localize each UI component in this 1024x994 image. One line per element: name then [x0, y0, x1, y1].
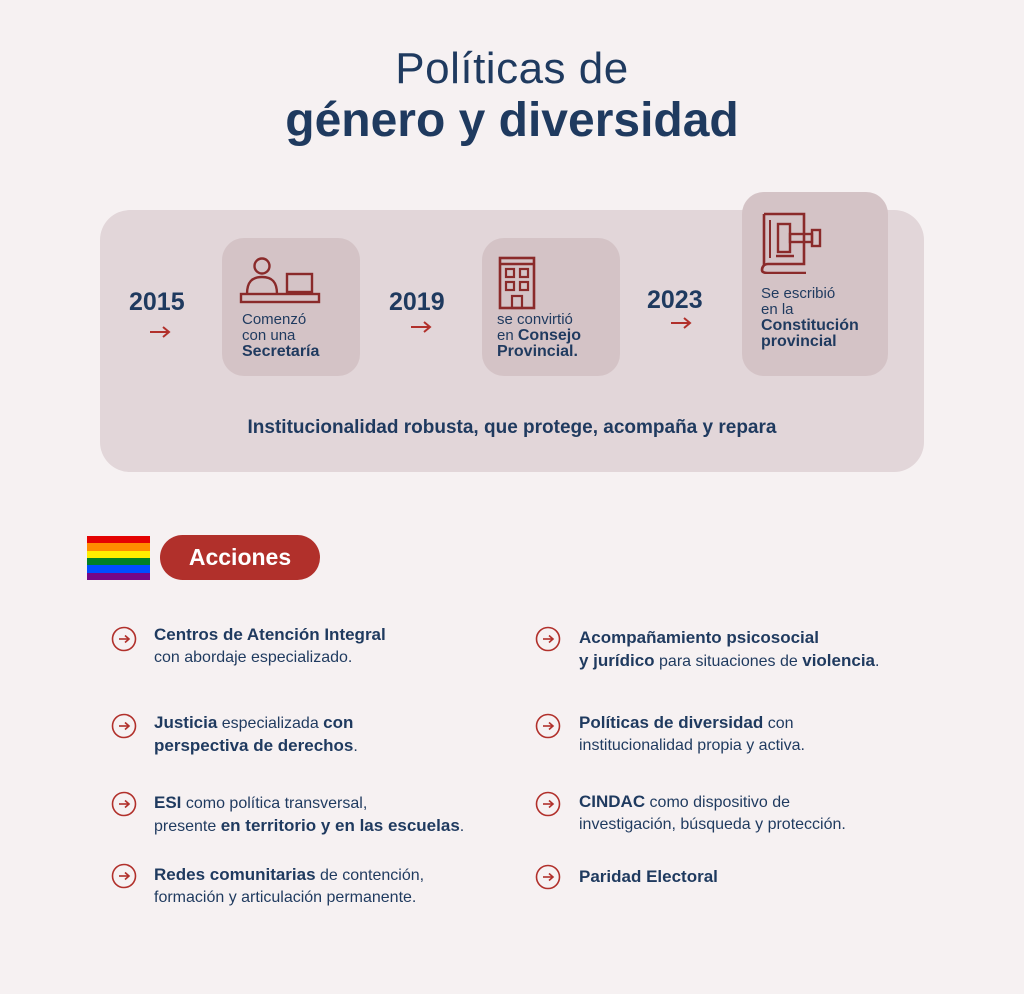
card-text: Comenzó: [242, 311, 307, 328]
circle-arrow-icon: [111, 863, 137, 889]
action-item: [154, 712, 358, 758]
acciones-heading: Acciones: [160, 535, 320, 580]
card-text-strong: Consejo: [517, 327, 581, 344]
card-text: se convirtió: [497, 311, 573, 328]
action-text: .: [459, 818, 465, 835]
card-text: con una: [242, 327, 296, 344]
action-strong: Políticas de diversidad: [579, 713, 764, 732]
card-text-strong: Provincial.: [497, 343, 578, 360]
timeline-year-2019: 2019: [389, 288, 445, 316]
page-title-line2: género y diversidad: [285, 94, 739, 147]
action-text: .: [353, 738, 358, 755]
person-at-desk-icon: [239, 256, 321, 311]
circle-arrow-icon: [111, 713, 137, 739]
timeline-card-constitucion: [742, 192, 888, 376]
action-text: especializada: [217, 715, 324, 732]
circle-arrow-icon: [535, 713, 561, 739]
action-item: [154, 624, 386, 669]
action-text: formación y articulación permanente.: [154, 889, 417, 906]
timeline-card-secretaria: [222, 238, 360, 376]
action-text: como dispositivo de: [645, 794, 791, 811]
card-text: Se escribió: [761, 285, 836, 302]
flag-stripe: [87, 543, 150, 550]
circle-arrow-icon: [535, 864, 561, 890]
action-strong: CINDAC: [579, 792, 646, 811]
arrow-right-icon: [670, 317, 692, 329]
action-strong: Paridad Electoral: [579, 867, 718, 886]
pride-flag-icon: [87, 536, 150, 580]
action-strong: Redes comunitarias: [154, 865, 316, 884]
card-text-strong: provincial: [761, 333, 837, 350]
circle-arrow-icon: [111, 626, 137, 652]
circle-arrow-icon: [535, 626, 561, 652]
arrow-right-icon: [410, 321, 432, 333]
action-item: [579, 627, 879, 673]
circle-arrow-icon: [111, 791, 137, 817]
timeline-year-2023: 2023: [647, 286, 703, 314]
action-text: .: [875, 653, 880, 670]
action-strong: Justicia: [154, 713, 218, 732]
action-strong: Acompañamiento psicosocial: [579, 628, 819, 647]
flag-stripe: [87, 536, 150, 543]
action-item: [579, 866, 718, 889]
action-text: con: [763, 715, 794, 732]
action-strong: con: [323, 713, 354, 732]
flag-stripe: [87, 573, 150, 580]
building-icon: [497, 254, 537, 315]
action-text: de contención,: [315, 867, 425, 884]
action-item: [154, 864, 424, 909]
action-text: institucionalidad propia y activa.: [579, 737, 805, 754]
action-text: investigación, búsqueda y protección.: [579, 816, 846, 833]
flag-stripe: [87, 565, 150, 572]
action-item: [579, 712, 805, 757]
card-text: en: [497, 327, 514, 344]
action-item: [154, 792, 464, 838]
timeline-card-consejo: [482, 238, 620, 376]
card-text-strong: Constitución: [761, 317, 859, 334]
action-strong: Centros de Atención Integral: [154, 625, 386, 644]
arrow-right-icon: [149, 326, 171, 338]
action-item: [579, 791, 846, 836]
action-text: presente: [154, 818, 221, 835]
action-text: para situaciones de: [654, 653, 803, 670]
action-strong: violencia: [802, 651, 875, 670]
page-title-line1: Políticas de: [395, 44, 629, 93]
action-strong: ESI: [154, 793, 182, 812]
action-text: con abordaje especializado.: [154, 649, 353, 666]
action-text: como política transversal,: [181, 795, 368, 812]
action-strong: perspectiva de derechos: [154, 736, 354, 755]
constitution-book-gavel-icon: [758, 210, 824, 279]
flag-stripe: [87, 551, 150, 558]
timeline-year-2015: 2015: [129, 288, 185, 316]
card-text-strong: Secretaría: [242, 343, 320, 360]
flag-stripe: [87, 558, 150, 565]
card-text: en la: [761, 301, 794, 318]
action-strong: y jurídico: [579, 651, 655, 670]
action-strong: en territorio y en las escuelas: [220, 816, 460, 835]
timeline-caption: Institucionalidad robusta, que protege, acompaña y repara: [247, 417, 777, 438]
circle-arrow-icon: [535, 791, 561, 817]
